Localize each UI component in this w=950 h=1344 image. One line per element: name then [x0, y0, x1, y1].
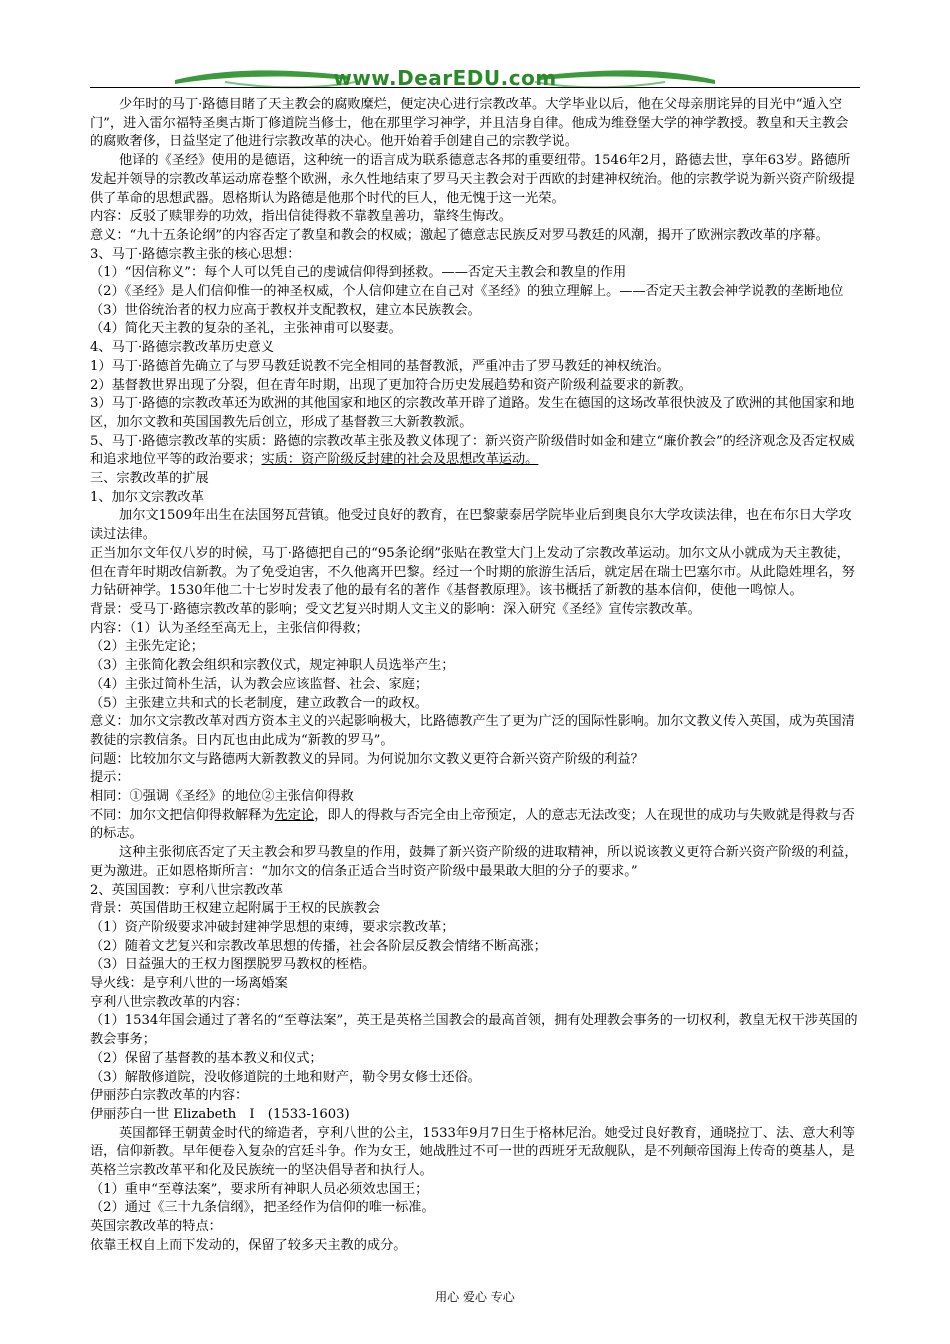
paragraph: 少年时的马丁·路德目睹了天主教会的腐败糜烂，便定决心进行宗教改革。大学毕业以后，他在父母亲朋诧异的目光中“遁入空门”，进入雷尔福特圣奥古斯丁修道院当修士，他在那里学习神学，并且洁身自律。他成为维登堡大学的神学教授。教皇和天主教会的腐败奢侈，日益坚定了他进行宗教改革的决心。他开始着手创建自己的宗教学说。 — [90, 97, 849, 150]
paragraph: 依靠王权自上而下发动的，保留了较多天主教的成分。 — [90, 1237, 407, 1253]
paragraph: 正当加尔文年仅八岁的时候，马丁·路德把自己的“95条论纲”张贴在教堂大门上发动了宗教改革运动。加尔文从小就成为天主教徒，但在青年时期改信新教。为了免受迫害，不久他离开巴黎。经过一个时期的旅游生活后，就定居在瑞士巴塞尔市。从此隐姓埋名，努力钻研神学。1530年他二十七岁时发表了他的最有名的著作《基督教原理》。该书概括了新教的基本信仰，使他一鸣惊人。 — [90, 545, 855, 599]
list-item: （1）资产阶级要求冲破封建神学思想的束缚，要求宗教改革； — [90, 919, 455, 935]
site-logo-text: www.DearEDU.com — [333, 66, 557, 90]
list-item: （2）保留了基督教的基本教义和仪式； — [90, 1050, 323, 1066]
header-divider — [90, 87, 860, 88]
underlined-text: 先定论 — [274, 807, 315, 823]
paragraph-text: 5、马丁·路德宗教改革的实质：路德的宗教改革主张及教义体现了：新兴资产阶级借时如金和建立“廉价教会”的经济观念及否定权威和追求地位平等的政治要求； — [90, 433, 855, 468]
list-item: （4）简化天主教的复杂的圣礼，主张神甫可以娶妻。 — [90, 321, 402, 337]
list-item: （1）1534年国会通过了著名的“至尊法案”，英王是英格兰国教会的最高首领，拥有处理教会事务的一切权利，教皇无权干涉英国的教会事务； — [90, 1013, 858, 1048]
list-item: 内容：（1）认为圣经至高无上，主张信仰得救； — [90, 620, 369, 636]
section-heading: 3、马丁·路德宗教主张的核心思想： — [90, 246, 301, 262]
paragraph — [90, 433, 860, 470]
paragraph-text: 不同：加尔文把信仰得救解释为 — [90, 807, 275, 823]
list-item: 2）基督教世界出现了分裂，但在青年时期，出现了更加符合历史发展趋势和资产阶级利益要求的新教。 — [90, 377, 692, 393]
paragraph: 导火线：是亨利八世的一场离婚案 — [90, 976, 288, 992]
page-footer: 用心 爱心 专心 — [435, 1290, 515, 1304]
list-item: （3）日益强大的王权力图摆脱罗马教权的桎梏。 — [90, 957, 376, 973]
paragraph: 背景：英国借助王权建立起附属于王权的民族教会 — [90, 901, 381, 917]
paragraph: 英国都铎王朝黄金时代的缔造者，亨利八世的公主，1533年9月7日生于格林尼治。她受过良好教育，通晓拉丁、法、意大利等语，信仰新教。早年便卷入复杂的宫廷斗争。作为女王，她战胜过不可一世的西班牙无敌舰队，是不列颠帝国海上传奇的奠基人，是英格兰宗教改革平和化及民族统一的坚决倡导者和执行人。 — [90, 1125, 856, 1179]
list-item: （1）重申“至尊法案”，要求所有神职人员必须效忠国王； — [90, 1181, 429, 1197]
paragraph-text: ，即人的得救与否完全由上帝预定，人的意志无法改变；人在现世的成功与失败就是得救与否的标志。 — [90, 807, 855, 842]
paragraph: 这种主张彻底否定了天主教会和罗马教皇的作用，鼓舞了新兴资产阶级的进取精神，所以说该教义更符合新兴资产阶级的利益，更为激进。正如恩格斯所言：“加尔文的信条正适合当时资产阶级中最果敢大胆的分子的要求。” — [90, 845, 858, 879]
list-item: （4）主张过简朴生活，认为教会应该监督、社会、家庭； — [90, 676, 429, 692]
paragraph: 问题：比较加尔文与路德两大新教教义的异同。为何说加尔文教义更符合新兴资产阶级的利益？ — [90, 751, 644, 767]
paragraph: 提示： — [90, 770, 130, 786]
list-item: （3）解散修道院，没收修道院的土地和财产，勒令男女修士还俗。 — [90, 1069, 481, 1085]
list-item: （3）世俗统治者的权力应高于教权并支配教权，建立本民族教会。 — [90, 302, 481, 318]
list-item: （5）主张建立共和式的长老制度，建立政教合一的政权。 — [90, 695, 429, 711]
paragraph: 英国宗教改革的特点： — [90, 1219, 222, 1235]
paragraph: 背景：受马丁·路德宗教改革的影响；受文艺复兴时期人文主义的影响：深入研究《圣经》宣传宗教改革。 — [90, 601, 701, 617]
paragraph: 加尔文1509年出生在法国努瓦营镇。他受过良好的教育，在巴黎蒙泰居学院毕业后到奥良尔大学攻读法律，也在布尔日大学攻读过法律。 — [90, 508, 852, 543]
list-item: （1）“因信称义”：每个人可以凭自己的虔诚信仰得到拯救。——否定天主教会和教皇的作用 — [90, 265, 627, 281]
document-body — [90, 96, 860, 1256]
paragraph: 相同：①强调《圣经》的地位②主张信仰得救 — [90, 789, 354, 805]
list-item: （2）通过《三十九条信纲》，把圣经作为信仰的唯一标准。 — [90, 1200, 435, 1216]
list-item: 1）马丁·路德首先确立了与罗马教廷说教不完全相同的基督教派，严重冲击了罗马教廷的神权统治。 — [90, 358, 670, 374]
paragraph: 他译的《圣经》使用的是德语，这种统一的语言成为联系德意志各邦的重要纽带。1546年2月，路德去世，享年63岁。路德所发起并领导的宗教改革运动席卷整个欧洲，永久性地结束了罗马天主教会对于西欧的封建神权统治。他的宗教学说为新兴资产阶级提供了革命的思想武器。恩格斯认为路德是他那个时代的巨人，他无愧于这一光荣。 — [90, 153, 855, 206]
paragraph: 意义：加尔文宗教改革对西方资本主义的兴起影响极大，比路德教产生了更为广泛的国际性影响。加尔文教义传入英国，成为英国清教徒的宗教信条。日内瓦也由此成为“新教的罗马”。 — [90, 714, 855, 748]
section-heading: 1、加尔文宗教改革 — [90, 489, 204, 505]
paragraph: 内容：反驳了赎罪券的功效，指出信徒得救不靠教皇善功，靠终生悔改。 — [90, 209, 512, 225]
site-header-logo — [165, 60, 725, 94]
paragraph — [90, 807, 860, 844]
underlined-text: 实质：资产阶级反封建的社会及思想改革运动。 — [261, 452, 539, 468]
section-heading: 2、英国国教：亨利八世宗教改革 — [90, 882, 284, 898]
list-item: 3）马丁·路德的宗教改革还为欧洲的其他国家和地区的宗教改革开辟了道路。发生在德国的这场改革很快波及了欧洲的其他国家和地区，加尔文教和英国国教先后创立，形成了基督教三大新教教派。 — [90, 396, 855, 430]
list-item: （2）《圣经》是人们信仰惟一的神圣权威，个人信仰建立在自己对《圣经》的独立理解上。——否定天主教会神学说教的垄断地位 — [90, 284, 844, 300]
list-item: （2）主张先定论； — [90, 639, 204, 655]
list-item: （2）随着文艺复兴和宗教改革思想的传播，社会各阶层反教会情绪不断高涨； — [90, 938, 547, 954]
list-item: （3）主张简化教会组织和宗教仪式，规定神职人员选举产生； — [90, 658, 455, 674]
section-heading: 三、宗教改革的扩展 — [90, 471, 209, 487]
paragraph: 亨利八世宗教改革的内容： — [90, 994, 249, 1010]
paragraph: 伊丽莎白宗教改革的内容： — [90, 1088, 249, 1104]
section-heading: 4、马丁·路德宗教改革历史意义 — [90, 340, 275, 356]
paragraph: 伊丽莎白一世 Elizabeth Ⅰ (1533-1603) — [90, 1106, 350, 1122]
paragraph: 意义：“九十五条论纲”的内容否定了教皇和教会的权威；激起了德意志民族反对罗马教廷的风潮，揭开了欧洲宗教改革的序幕。 — [90, 227, 829, 243]
